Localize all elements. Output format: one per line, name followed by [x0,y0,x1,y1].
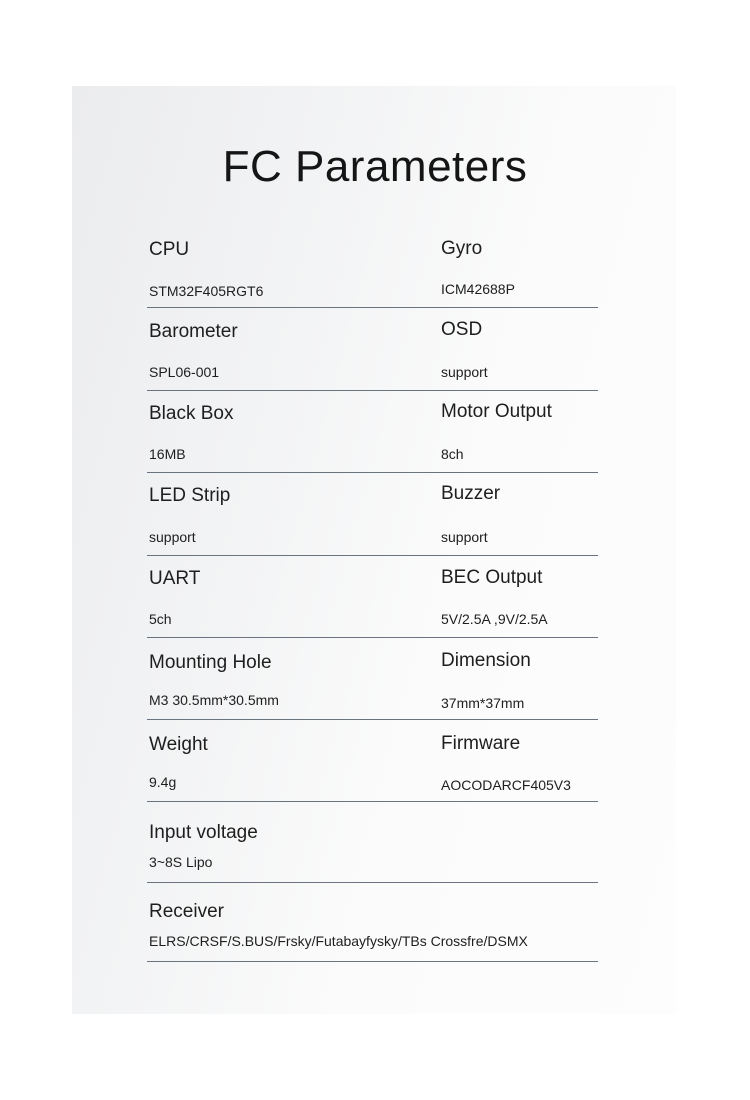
spec-row-barometer-osd [147,308,598,391]
spec-value: SPL06-001 [149,364,220,380]
spec-value: 5ch [149,611,172,627]
spec-value: 8ch [441,446,464,462]
spec-label: Weight [149,734,208,755]
spec-label: Barometer [149,321,238,342]
spec-label: Input voltage [149,822,258,843]
spec-value: 16MB [149,446,186,462]
spec-label: Dimension [441,650,531,671]
spec-value: ELRS/CRSF/S.BUS/Frsky/Futabayfysky/TBs Crossfre/DSMX [149,933,528,949]
spec-value: M3 30.5mm*30.5mm [149,692,279,708]
spec-label: LED Strip [149,485,231,506]
spec-label: Motor Output [441,401,552,422]
spec-row-uart-bec [147,556,598,638]
spec-label: Buzzer [441,483,501,504]
spec-value: support [441,529,488,545]
spec-value: STM32F405RGT6 [149,283,264,299]
spec-row-mounting-dimension [147,638,598,720]
spec-label: Firmware [441,733,521,754]
spec-label: CPU [149,239,190,260]
page-title: FC Parameters [222,142,528,191]
spec-row-weight-firmware [147,720,598,802]
spec-label: Receiver [149,901,224,922]
spec-label: OSD [441,319,483,340]
spec-label: Black Box [149,403,234,424]
spec-value: 9.4g [149,774,177,790]
spec-label: Mounting Hole [149,652,272,673]
spec-value: 3~8S Lipo [149,854,213,870]
spec-label: BEC Output [441,567,543,588]
spec-value: AOCODARCF405V3 [441,777,571,793]
spec-row-cpu-gyro [147,236,598,308]
spec-label: UART [149,568,201,589]
spec-row-input-voltage [147,802,598,883]
spec-value: support [441,364,488,380]
spec-row-blackbox-motor [147,391,598,473]
spec-row-receiver [147,883,598,962]
spec-value: 5V/2.5A ,9V/2.5A [441,611,548,627]
spec-row-led-buzzer [147,473,598,556]
spec-value: ICM42688P [441,281,515,297]
spec-value: support [149,529,196,545]
spec-value: 37mm*37mm [441,695,525,711]
spec-label: Gyro [441,238,483,259]
